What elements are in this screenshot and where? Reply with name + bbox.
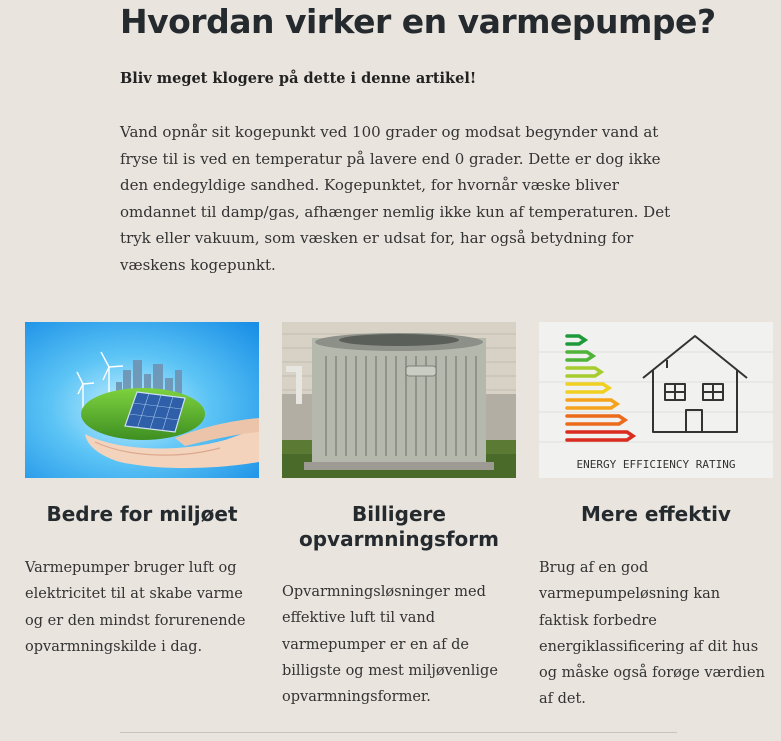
feature-card-environment [25,322,259,660]
article-intro: Vand opnår sit kogepunkt ved 100 grader og modsat begynder vand at fryse til is ved en temperatur på lavere end 0 grader. Dette er dog ikke den endegyldige sandhed. Kogepunktet, for hvornår væske bliver omdannet til damp/gas, afhænger nemlig ikke kun af temperaturen. Det tryk eller vakuum, som væsken er udsat for, har også betydning for væskens kogepunkt. [120,123,671,274]
section-divider [120,732,677,733]
eco-hands-image [25,322,259,478]
feature-card-cheaper [282,322,516,710]
energy-rating-caption: ENERGY EFFICIENCY RATING [576,458,736,471]
card-title: Mere effektiv [581,502,731,526]
page-title: Hvordan virker en varmepumpe? [120,2,716,41]
card-title: Billigere opvarmningsform [299,502,499,551]
heat-pump-unit-image [282,322,516,478]
card-text: Brug af en god varmepumpeløsning kan faktisk forbedre energiklassificering af dit hus og måske også forøge værdien af det. [539,560,765,708]
card-text: Opvarmningsløsninger med effektive luft til vand varmepumper er en af de billigste og mest miljøvenlige opvarmningsformer. [282,584,498,706]
energy-rating-sketch-image [539,322,773,478]
card-title: Bedre for miljøet [46,502,238,526]
article-lead: Bliv meget klogere på dette i denne artikel! [120,70,477,87]
card-text: Varmepumper bruger luft og elektricitet til at skabe varme og er den mindst forurenende opvarmningskilde i dag. [25,560,246,655]
feature-card-efficiency [539,322,773,713]
